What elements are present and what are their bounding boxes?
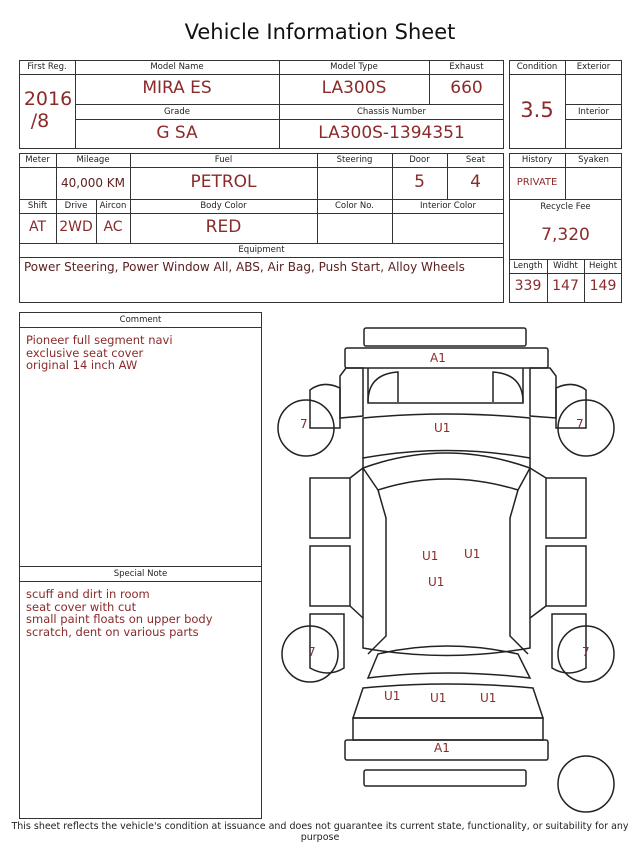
grade-value: G SA <box>156 123 198 143</box>
grade-label: Grade <box>164 107 190 117</box>
length-value: 339 <box>514 278 542 294</box>
mark-trunk-center: U1 <box>430 691 447 705</box>
height-label: Height <box>588 261 618 271</box>
left-rear-fender <box>310 614 344 673</box>
front-bumper-top <box>364 328 526 346</box>
width-label: Widht <box>553 261 578 271</box>
right-front-door <box>546 478 586 538</box>
height-value: 149 <box>589 278 617 294</box>
mileage-label: Mileage <box>76 155 110 165</box>
trunk <box>353 684 543 718</box>
meter-label: Meter <box>25 155 50 165</box>
rear-window <box>368 646 530 678</box>
length-label: Length <box>513 261 543 271</box>
drive-label: Drive <box>64 201 88 211</box>
mileage-value: 40,000 KM <box>60 176 126 190</box>
mark-roof-left: U1 <box>422 549 439 563</box>
recycle-fee-label: Recycle Fee <box>540 202 591 212</box>
equipment-label: Equipment <box>238 245 285 255</box>
model-name-label: Model Name <box>150 62 204 72</box>
left-front-fender <box>310 384 340 428</box>
shift-label: Shift <box>27 201 48 211</box>
seat-label: Seat <box>465 155 486 165</box>
comment-label: Comment <box>119 315 162 325</box>
exterior-label: Exterior <box>576 62 611 72</box>
fuel-value: PETROL <box>190 172 257 192</box>
door-label: Door <box>409 155 430 165</box>
shift-value: AT <box>28 219 47 235</box>
left-front-door <box>310 478 350 538</box>
sheet-title: Vehicle Information Sheet <box>184 20 456 44</box>
aircon-value: AC <box>103 219 123 235</box>
mark-trunk-left: U1 <box>384 689 401 703</box>
mark-roof-right: U1 <box>464 547 481 561</box>
mark-rear: A1 <box>434 741 450 755</box>
right-rear-door <box>546 546 586 606</box>
rear-bumper-bottom <box>364 770 526 786</box>
mark-tire-rear-left: 7 <box>308 645 316 659</box>
mark-front: A1 <box>430 351 446 365</box>
chassis-label: Chassis Number <box>356 107 427 117</box>
condition-value: 3.5 <box>520 98 554 122</box>
mark-hood: U1 <box>434 421 451 435</box>
right-rear-fender <box>552 614 586 673</box>
model-name-value: MIRA ES <box>142 78 212 98</box>
history-label: History <box>521 155 553 165</box>
interior-color-label: Interior Color <box>420 201 476 211</box>
mark-trunk-right: U1 <box>480 691 497 705</box>
width-value: 147 <box>552 278 579 294</box>
steering-label: Steering <box>336 155 373 165</box>
model-type-label: Model Type <box>330 62 378 72</box>
mark-roof-center: U1 <box>428 575 445 589</box>
history-value: PRIVATE <box>516 177 558 188</box>
model-type-value: LA300S <box>321 78 387 98</box>
fuel-label: Fuel <box>214 155 233 165</box>
mark-tire-rear-right: 7 <box>582 645 590 659</box>
mark-tire-front-right: 7 <box>576 417 584 431</box>
exhaust-label: Exhaust <box>449 62 484 72</box>
windshield <box>363 453 530 490</box>
first-reg-year: 2016 <box>23 88 73 110</box>
exhaust-value: 660 <box>450 78 483 98</box>
body-color-value: RED <box>205 217 242 237</box>
color-no-label: Color No. <box>334 201 374 211</box>
condition-label: Condition <box>516 62 558 72</box>
rear-panel <box>353 718 543 740</box>
first-reg-month: /8 <box>30 110 50 132</box>
aircon-label: Aircon <box>99 201 127 211</box>
seat-value: 4 <box>470 172 481 192</box>
spare-tire <box>558 756 614 812</box>
special-note-label: Special Note <box>113 569 168 579</box>
equipment-value: Power Steering, Power Window All, ABS, Air Bag, Push Start, Alloy Wheels <box>24 260 465 274</box>
special-note-text: scuff and dirt in room seat cover with cut small paint floats on upper body scratch, dent on various parts <box>26 587 213 639</box>
syaken-label: Syaken <box>578 155 609 165</box>
first-reg-label: First Reg. <box>27 62 67 72</box>
car-damage-diagram <box>268 318 628 818</box>
body-color-label: Body Color <box>200 201 247 211</box>
comment-text: Pioneer full segment navi exclusive seat cover original 14 inch AW <box>26 333 173 372</box>
recycle-fee-value: 7,320 <box>541 225 590 245</box>
left-rear-door <box>310 546 350 606</box>
door-value: 5 <box>414 172 425 192</box>
mark-tire-front-left: 7 <box>300 417 308 431</box>
interior-label: Interior <box>577 107 609 117</box>
chassis-value: LA300S-1394351 <box>318 123 465 143</box>
disclaimer-footer: This sheet reflects the vehicle's condition at issuance and does not guarantee its current state, functionality, or suitability for any purpose <box>11 821 629 843</box>
front-bumper <box>345 348 548 368</box>
drive-value: 2WD <box>59 219 93 235</box>
